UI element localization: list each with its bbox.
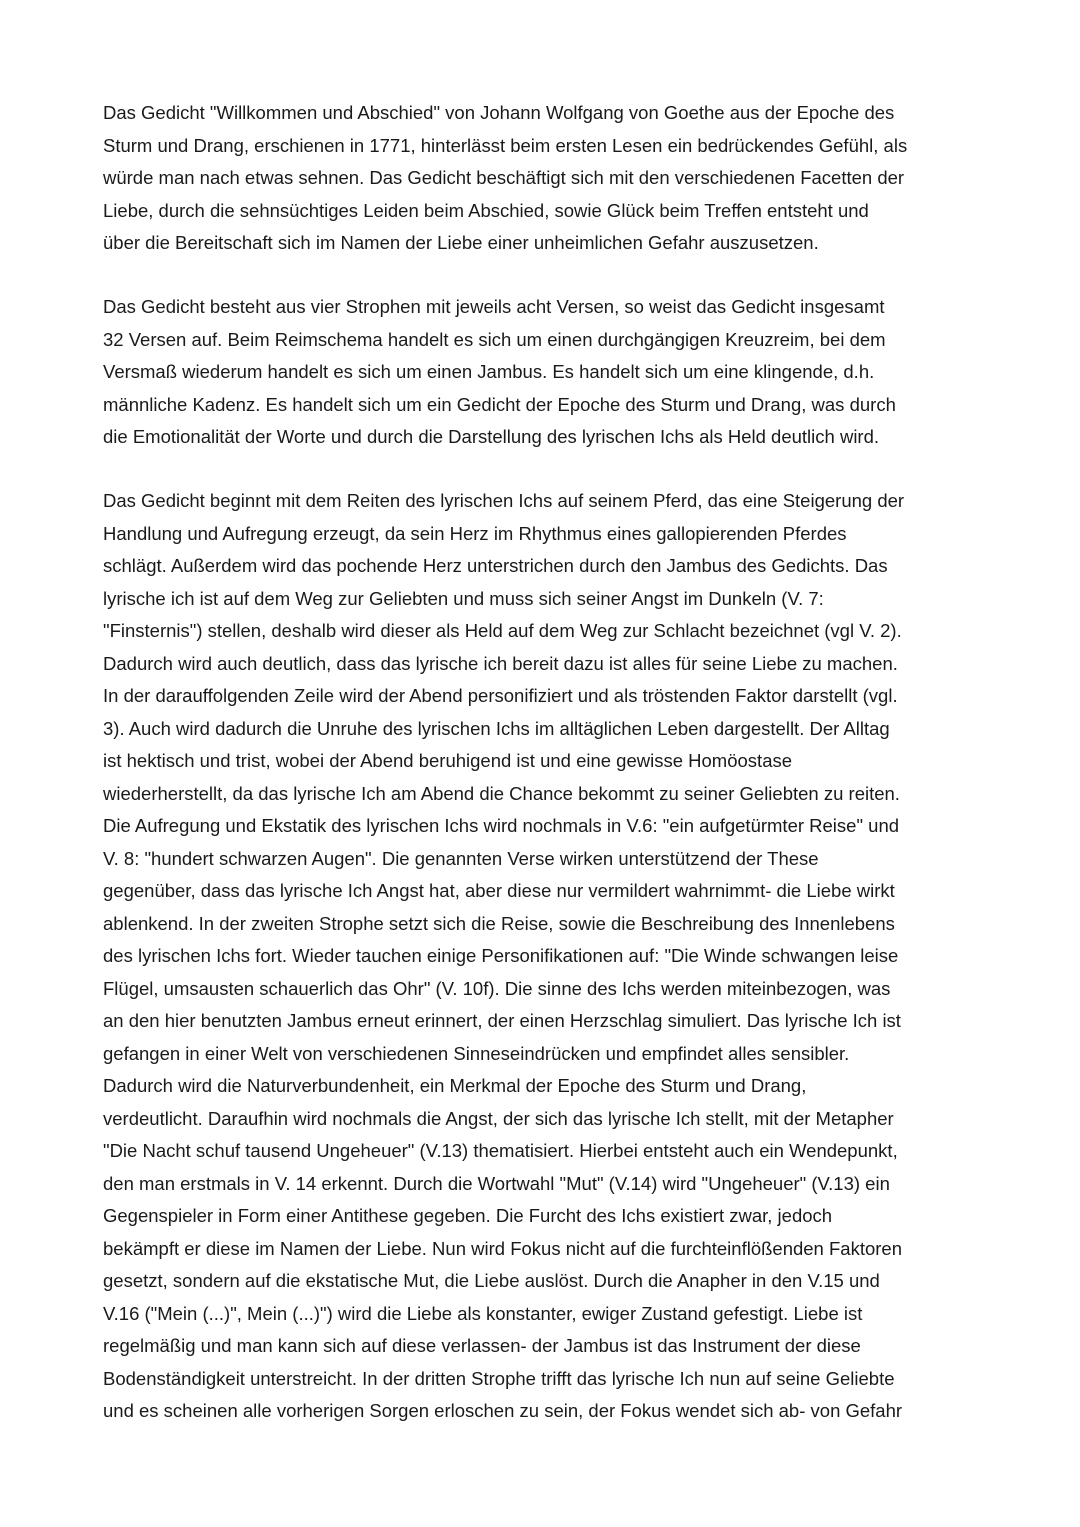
text-line: Sturm und Drang, erschienen in 1771, hinterlässt beim ersten Lesen ein bedrückendes Gefühl, als (103, 134, 908, 156)
text-line: "Die Nacht schuf tausend Ungeheuer" (V.13) thematisiert. Hierbei entsteht auch ein Wendepunkt, (103, 1140, 898, 1161)
text-line: regelmäßig und man kann sich auf diese verlassen- der Jambus ist das Instrument der diese (103, 1335, 861, 1356)
text-line: Bodenständigkeit unterstreicht. In der dritten Strophe trifft das lyrische Ich nun auf seine Geliebte (103, 1367, 895, 1389)
text-line: Flügel, umsausten schauerlich das Ohr" (V. 10f). Die sinne des Ichs werden miteinbezogen, was (103, 977, 891, 999)
text-line: die Emotionalität der Worte und durch die Darstellung des lyrischen Ichs als Held deutlich wird. (103, 426, 880, 447)
text-line: V. 8: "hundert schwarzen Augen". Die genannten Verse wirken unterstützend der These (103, 847, 819, 869)
text-line: "Finsternis") stellen, deshalb wird dieser als Held auf dem Weg zur Schlacht bezeichnet (vgl V. 2). (103, 620, 902, 641)
text-line: In der darauffolgenden Zeile wird der Abend personifiziert und als tröstenden Faktor darstellt (vgl. (103, 685, 898, 706)
text-line: schlägt. Außerdem wird das pochende Herz unterstrichen durch den Jambus des Gedichts. Das (103, 555, 888, 576)
text-line: Das Gedicht "Willkommen und Abschied" von Johann Wolfgang von Goethe aus der Epoche des (103, 102, 895, 123)
text-line: lyrische ich ist auf dem Weg zur Geliebten und muss sich seiner Angst im Dunkeln (V. 7: (103, 587, 824, 609)
text-line: Das Gedicht beginnt mit dem Reiten des lyrischen Ichs auf seinem Pferd, das eine Steigerung der (103, 490, 905, 511)
text-line: des lyrischen Ichs fort. Wieder tauchen einige Personifikationen auf: "Die Winde schwangen leise (103, 945, 899, 966)
text-line: ist hektisch und trist, wobei der Abend beruhigend ist und eine gewisse Homöostase (103, 750, 793, 771)
text-line: gegenüber, dass das lyrische Ich Angst hat, aber diese nur vermildert wahrnimmt- die Liebe wirkt (103, 880, 895, 901)
text-line: V.16 ("Mein (...)", Mein (...)") wird die Liebe als konstanter, ewiger Zustand gefestigt. Liebe ist (103, 1302, 863, 1324)
text-line: an den hier benutzten Jambus erneut erinnert, der einen Herzschlag simuliert. Das lyrische Ich ist (103, 1010, 901, 1031)
text-line: ablenkend. In der zweiten Strophe setzt sich die Reise, sowie die Beschreibung des Innenlebens (103, 912, 895, 934)
text-line: gesetzt, sondern auf die ekstatische Mut, die Liebe auslöst. Durch die Anapher in den V.15 und (103, 1270, 880, 1291)
text-line: männliche Kadenz. Es handelt sich um ein Gedicht der Epoche des Sturm und Drang, was durch (103, 393, 896, 415)
text-line: Das Gedicht besteht aus vier Strophen mit jeweils acht Versen, so weist das Gedicht insgesamt (103, 296, 885, 317)
text-line: Dadurch wird die Naturverbundenheit, ein Merkmal der Epoche des Sturm und Drang, (103, 1075, 807, 1096)
text-line: bekämpft er diese im Namen der Liebe. Nun wird Fokus nicht auf die furchteinflößenden Faktoren (103, 1237, 902, 1259)
paragraph-form-analysis (103, 291, 896, 454)
text-line: Die Aufregung und Ekstatik des lyrischen Ichs wird nochmals in V.6: "ein aufgetürmter Reise" und (103, 815, 900, 836)
text-line: wiederherstellt, da das lyrische Ich am Abend die Chance bekommt zu seiner Geliebten zu reiten. (103, 782, 900, 804)
text-line: über die Bereitschaft sich im Namen der Liebe einer unheimlichen Gefahr auszusetzen. (103, 232, 819, 253)
text-line: gefangen in einer Welt von verschiedenen Sinneseindrücken und empfindet alles sensibler. (103, 1042, 850, 1064)
text-line: und es scheinen alle vorherigen Sorgen erloschen zu sein, der Fokus wendet sich ab- von Gefahr (103, 1400, 903, 1421)
paragraph-introduction (103, 97, 907, 260)
paragraph-content-analysis (103, 485, 904, 1428)
text-line: 32 Versen auf. Beim Reimschema handelt es sich um einen durchgängigen Kreuzreim, bei dem (103, 328, 886, 350)
text-line: Handlung und Aufregung erzeugt, da sein Herz im Rhythmus eines gallopierenden Pferdes (103, 522, 847, 544)
text-line: den man erstmals in V. 14 erkennt. Durch die Wortwahl "Mut" (V.14) wird "Ungeheuer" (V.13) ein (103, 1172, 890, 1194)
text-line: Liebe, durch die sehnsüchtiges Leiden beim Abschied, sowie Glück beim Treffen entsteht und (103, 199, 869, 221)
text-line: Gegenspieler in Form einer Antithese gegeben. Die Furcht des Ichs existiert zwar, jedoch (103, 1205, 833, 1226)
text-line: verdeutlicht. Daraufhin wird nochmals die Angst, der sich das lyrische Ich stellt, mit der Metapher (103, 1107, 894, 1129)
text-line: 3). Auch wird dadurch die Unruhe des lyrischen Ichs im alltäglichen Leben dargestellt. Der Alltag (103, 717, 890, 739)
text-line: würde man nach etwas sehnen. Das Gedicht beschäftigt sich mit den verschiedenen Facetten der (103, 167, 905, 188)
text-line: Versmaß wiederum handelt es sich um einen Jambus. Es handelt sich um eine klingende, d.h. (103, 361, 875, 382)
text-line: Dadurch wird auch deutlich, dass das lyrische ich bereit dazu ist alles für seine Liebe zu machen. (103, 652, 898, 674)
